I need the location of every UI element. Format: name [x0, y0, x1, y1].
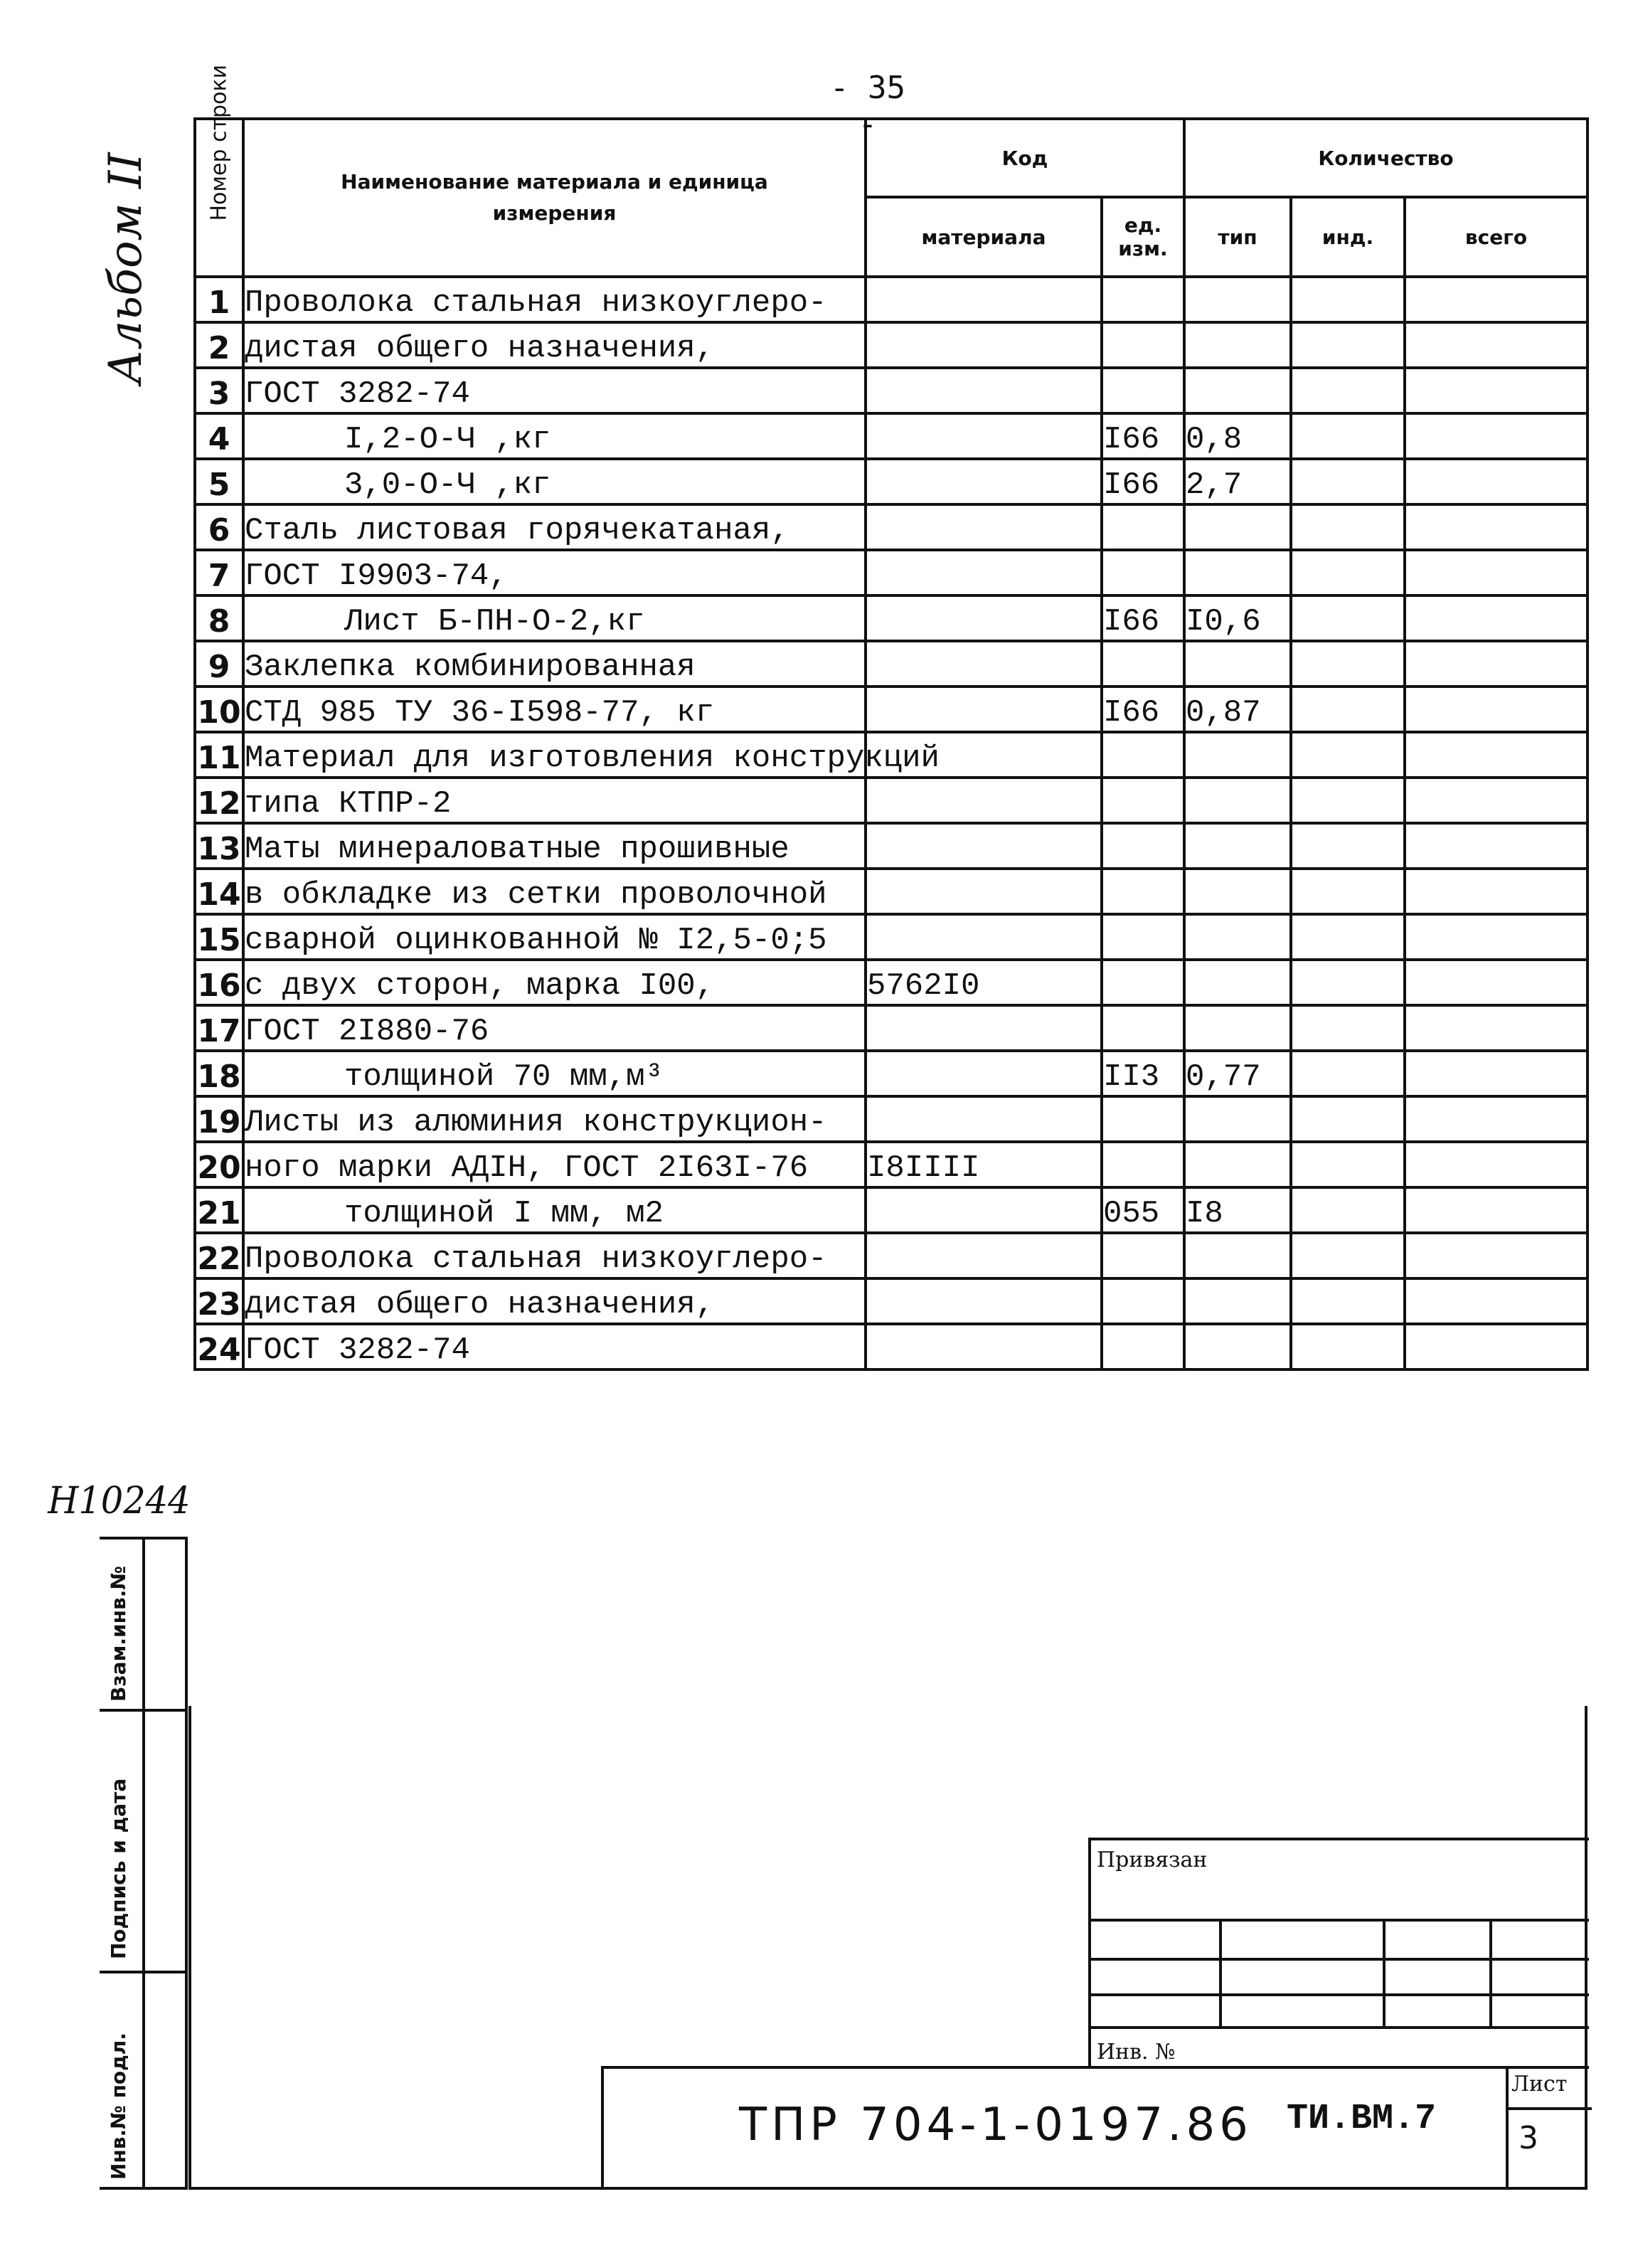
qty-total: [1405, 1096, 1588, 1142]
qty-ind: [1291, 277, 1405, 322]
qty-total: [1405, 869, 1588, 914]
material-name: толщиной I мм, м2: [243, 1187, 866, 1233]
row-number: 6: [195, 504, 243, 550]
table-row: [195, 413, 1588, 459]
material-name: ГОСТ 3282-74: [243, 1324, 866, 1369]
table-row: [195, 368, 1588, 413]
header-qty-ind: инд.: [1291, 197, 1405, 277]
material-code: [866, 1324, 1102, 1369]
binding-label: Привязан: [1097, 1848, 1208, 1872]
sheet-cell: [1506, 2069, 1592, 2190]
qty-type: [1184, 368, 1291, 413]
qty-ind: [1291, 1142, 1405, 1187]
qty-type: 0,8: [1184, 413, 1291, 459]
material-code: I8IIII: [866, 1142, 1102, 1187]
row-number: 23: [195, 1278, 243, 1324]
qty-type: [1184, 960, 1291, 1005]
material-name: Заклепка комбинированная: [243, 641, 866, 687]
qty-ind: [1291, 1051, 1405, 1096]
unit-code: I66: [1102, 459, 1184, 504]
table-row: [195, 869, 1588, 914]
table-row: [195, 1005, 1588, 1051]
qty-ind: [1291, 960, 1405, 1005]
qty-total: [1405, 595, 1588, 641]
qty-ind: [1291, 823, 1405, 869]
unit-code: [1102, 960, 1184, 1005]
qty-type: [1184, 823, 1291, 869]
table-row: [195, 732, 1588, 778]
qty-ind: [1291, 778, 1405, 823]
qty-ind: [1291, 732, 1405, 778]
material-code: [866, 1233, 1102, 1278]
frame-left: [188, 1706, 191, 2190]
unit-code: [1102, 277, 1184, 322]
row-number: 9: [195, 641, 243, 687]
material-name: дистая общего назначения,: [243, 322, 866, 368]
header-code: Код: [866, 119, 1184, 197]
table-row: [195, 1324, 1588, 1369]
qty-type: [1184, 778, 1291, 823]
qty-ind: [1291, 687, 1405, 732]
material-code: [866, 1005, 1102, 1051]
unit-code: II3: [1102, 1051, 1184, 1096]
qty-total: [1405, 1005, 1588, 1051]
material-name: ГОСТ I9903-74,: [243, 550, 866, 595]
qty-total: [1405, 823, 1588, 869]
unit-code: [1102, 368, 1184, 413]
material-name: СТД 985 ТУ 36-I598-77, кг: [243, 687, 866, 732]
unit-code: [1102, 1278, 1184, 1324]
table-row: [195, 687, 1588, 732]
header-name: Наименование материала и единица измерения: [243, 119, 866, 277]
table-row: [195, 1051, 1588, 1096]
sheet-label: Лист: [1509, 2069, 1592, 2110]
material-name: Лист Б-ПН-О-2,кг: [243, 595, 866, 641]
header-code-unit: ед. изм.: [1102, 197, 1184, 277]
material-code: [866, 1096, 1102, 1142]
table-row: [195, 914, 1588, 960]
material-code: [866, 687, 1102, 732]
sheet-number: 3: [1519, 2120, 1538, 2156]
qty-total: [1405, 1278, 1588, 1324]
qty-total: [1405, 778, 1588, 823]
qty-type: I0,6: [1184, 595, 1291, 641]
row-number: 17: [195, 1005, 243, 1051]
qty-ind: [1291, 914, 1405, 960]
qty-total: [1405, 687, 1588, 732]
qty-type: [1184, 1142, 1291, 1187]
table-row: [195, 1233, 1588, 1278]
qty-total: [1405, 1142, 1588, 1187]
unit-code: [1102, 914, 1184, 960]
row-number: 8: [195, 595, 243, 641]
qty-total: [1405, 413, 1588, 459]
qty-type: 0,87: [1184, 687, 1291, 732]
qty-total: [1405, 550, 1588, 595]
unit-code: 055: [1102, 1187, 1184, 1233]
material-name: ного марки АДIН, ГОСТ 2I63I-76: [243, 1142, 866, 1187]
material-code: [866, 914, 1102, 960]
unit-code: [1102, 1096, 1184, 1142]
qty-type: I8: [1184, 1187, 1291, 1233]
table-row: [195, 823, 1588, 869]
material-code: [866, 322, 1102, 368]
qty-ind: [1291, 1233, 1405, 1278]
material-name: 3,0-О-Ч ,кг: [243, 459, 866, 504]
qty-total: [1405, 732, 1588, 778]
qty-type: [1184, 1233, 1291, 1278]
material-code: [866, 413, 1102, 459]
material-code: [866, 595, 1102, 641]
row-number: 15: [195, 914, 243, 960]
unit-code: [1102, 1233, 1184, 1278]
qty-ind: [1291, 322, 1405, 368]
unit-code: [1102, 823, 1184, 869]
header-row-number: Номер строки: [195, 119, 243, 277]
table-row: [195, 595, 1588, 641]
qty-total: [1405, 1187, 1588, 1233]
qty-ind: [1291, 595, 1405, 641]
table-row: [195, 960, 1588, 1005]
material-name: в обкладке из сетки проволочной: [243, 869, 866, 914]
row-number: 21: [195, 1187, 243, 1233]
qty-type: [1184, 1278, 1291, 1324]
qty-type: [1184, 322, 1291, 368]
material-name: сварной оцинкованной № I2,5-0;5: [243, 914, 866, 960]
unit-code: [1102, 322, 1184, 368]
qty-type: [1184, 550, 1291, 595]
material-code: [866, 1187, 1102, 1233]
stamp-label-signature: Подпись и дата: [107, 1778, 130, 1959]
page-number: - 35 -: [830, 70, 905, 142]
material-code: [866, 1278, 1102, 1324]
unit-code: I66: [1102, 687, 1184, 732]
material-code: [866, 641, 1102, 687]
material-code: [866, 869, 1102, 914]
qty-type: [1184, 869, 1291, 914]
material-name: с двух сторон, марка I00,: [243, 960, 866, 1005]
header-qty-total: всего: [1405, 197, 1588, 277]
row-number: 3: [195, 368, 243, 413]
unit-code: [1102, 869, 1184, 914]
qty-type: [1184, 504, 1291, 550]
table-row: [195, 504, 1588, 550]
unit-code: [1102, 641, 1184, 687]
table-row: [195, 1142, 1588, 1187]
material-code: [866, 1051, 1102, 1096]
qty-total: [1405, 277, 1588, 322]
unit-code: I66: [1102, 595, 1184, 641]
material-code: [866, 550, 1102, 595]
unit-code: [1102, 550, 1184, 595]
material-name: I,2-О-Ч ,кг: [243, 413, 866, 459]
qty-ind: [1291, 504, 1405, 550]
material-name: Материал для изготовления конструкций: [243, 732, 866, 778]
row-number: 19: [195, 1096, 243, 1142]
stamp-label-replace: Взам.инв.№: [107, 1565, 130, 1702]
document-code: ТИ.ВМ.7: [1287, 2099, 1437, 2139]
qty-type: [1184, 1096, 1291, 1142]
table-row: [195, 1187, 1588, 1233]
qty-ind: [1291, 1005, 1405, 1051]
row-number: 24: [195, 1324, 243, 1369]
qty-total: [1405, 368, 1588, 413]
qty-ind: [1291, 1278, 1405, 1324]
album-label: Альбом II: [100, 152, 152, 384]
material-name: типа КТПР-2: [243, 778, 866, 823]
qty-total: [1405, 322, 1588, 368]
qty-type: 2,7: [1184, 459, 1291, 504]
table-row: [195, 459, 1588, 504]
unit-code: [1102, 1005, 1184, 1051]
material-name: Сталь листовая горячекатаная,: [243, 504, 866, 550]
material-code: [866, 459, 1102, 504]
table-row: [195, 277, 1588, 322]
qty-ind: [1291, 368, 1405, 413]
binding-block: [1088, 1838, 1589, 2069]
unit-code: [1102, 504, 1184, 550]
qty-total: [1405, 1233, 1588, 1278]
table-row: [195, 550, 1588, 595]
material-name: ГОСТ 2I880-76: [243, 1005, 866, 1051]
qty-type: [1184, 1005, 1291, 1051]
qty-ind: [1291, 641, 1405, 687]
qty-ind: [1291, 413, 1405, 459]
row-number: 4: [195, 413, 243, 459]
row-number: 20: [195, 1142, 243, 1187]
qty-type: [1184, 277, 1291, 322]
unit-code: [1102, 732, 1184, 778]
row-number: 2: [195, 322, 243, 368]
material-name: дистая общего назначения,: [243, 1278, 866, 1324]
material-name: Листы из алюминия конструкцион-: [243, 1096, 866, 1142]
inventory-label: Инв. №: [1097, 2040, 1176, 2065]
material-name: Проволока стальная низкоуглеро-: [243, 277, 866, 322]
material-name: Проволока стальная низкоуглеро-: [243, 1233, 866, 1278]
qty-total: [1405, 504, 1588, 550]
unit-code: [1102, 1324, 1184, 1369]
qty-type: [1184, 914, 1291, 960]
row-number: 11: [195, 732, 243, 778]
material-code: [866, 778, 1102, 823]
row-number: 22: [195, 1233, 243, 1278]
qty-total: [1405, 1324, 1588, 1369]
row-number: 12: [195, 778, 243, 823]
table-row: [195, 1096, 1588, 1142]
unit-code: [1102, 1142, 1184, 1187]
qty-ind: [1291, 550, 1405, 595]
qty-ind: [1291, 1096, 1405, 1142]
qty-total: [1405, 459, 1588, 504]
qty-type: [1184, 1324, 1291, 1369]
material-name: толщиной 70 мм,м³: [243, 1051, 866, 1096]
header-code-material: материала: [866, 197, 1102, 277]
table-row: [195, 322, 1588, 368]
material-code: [866, 504, 1102, 550]
material-code: [866, 823, 1102, 869]
qty-ind: [1291, 1324, 1405, 1369]
qty-total: [1405, 914, 1588, 960]
material-code: 5762I0: [866, 960, 1102, 1005]
row-number: 5: [195, 459, 243, 504]
qty-ind: [1291, 869, 1405, 914]
material-name: ГОСТ 3282-74: [243, 368, 866, 413]
qty-ind: [1291, 459, 1405, 504]
row-number: 18: [195, 1051, 243, 1096]
unit-code: [1102, 778, 1184, 823]
row-number: 13: [195, 823, 243, 869]
stamp-label-inventory: Инв.№ подл.: [107, 2033, 130, 2180]
material-name: Маты минераловатные прошивные: [243, 823, 866, 869]
row-number: 14: [195, 869, 243, 914]
table-row: [195, 1278, 1588, 1324]
row-number: 7: [195, 550, 243, 595]
table-row: [195, 641, 1588, 687]
material-code: [866, 277, 1102, 322]
header-qty-type: тип: [1184, 197, 1291, 277]
unit-code: I66: [1102, 413, 1184, 459]
qty-type: [1184, 732, 1291, 778]
row-number: 10: [195, 687, 243, 732]
qty-total: [1405, 960, 1588, 1005]
qty-type: 0,77: [1184, 1051, 1291, 1096]
table-row: [195, 778, 1588, 823]
title-block: [601, 2066, 1589, 2190]
qty-ind: [1291, 1187, 1405, 1233]
header-quantity: Количество: [1184, 119, 1588, 197]
margin-stamp: [100, 1537, 188, 2190]
material-code: [866, 368, 1102, 413]
row-number: 1: [195, 277, 243, 322]
row-number: 16: [195, 960, 243, 1005]
qty-total: [1405, 641, 1588, 687]
project-code: ТПР 704-1-0197.86: [739, 2099, 1253, 2151]
archive-number: Н10244: [48, 1480, 191, 1522]
qty-type: [1184, 641, 1291, 687]
qty-total: [1405, 1051, 1588, 1096]
